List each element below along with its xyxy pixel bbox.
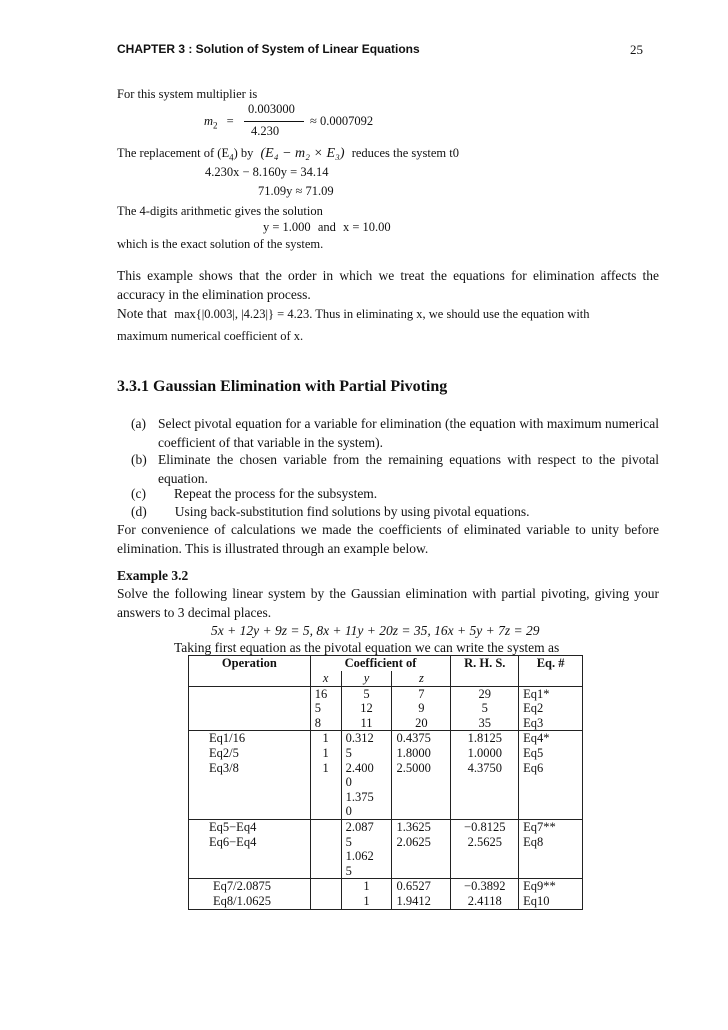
example-text: Solve the following linear system by the Gaussian elimination with partial pivoting, giving your answers to 3 decimal places. [117,586,659,620]
fraction-numerator: 0.003000 [248,102,295,116]
cell: 2.5000 [396,760,431,775]
table-block-3 [189,819,583,878]
header-coefficient: Coefficient of [310,656,451,672]
var-y: y [341,671,392,686]
cell: 20 [415,715,428,730]
system-line-1: 4.230x − 8.160y = 34.14 [205,165,329,179]
step-b: (b) Eliminate the chosen variable from the remaining equations with respect to the pivotal equation. [131,452,659,486]
cell: −0.3892 [464,879,506,894]
cell: −0.8125 [464,819,506,834]
approx-value: ≈ 0.0007092 [310,114,374,128]
page-number: 25 [630,42,643,57]
step-a: (a) Select pivotal equation for a variable for elimination (the equation with maximum numerical coefficient of that variable in the system). [131,416,659,450]
cell: 0 [345,804,352,819]
cell: 5 [345,834,352,849]
exact-text: which is the exact solution of the system. [117,237,324,251]
cell: Eq3 [523,715,544,730]
cell: 1.062 [345,849,374,864]
cell: 0.312 [345,731,374,746]
cell: 5 [314,701,321,716]
table-block-4 [189,879,583,909]
taking-text: Taking first equation as the pivotal equation we can write the system as [174,640,560,655]
section-title: 3.3.1 Gaussian Elimination with Partial Pivoting [117,378,448,395]
cell: 5 [345,863,352,878]
cell: 1 [363,879,370,894]
header-operation: Operation [189,656,311,672]
cell: 1.9412 [396,893,431,908]
cell: Eq5 [523,745,544,760]
cell: 0 [345,775,352,790]
table-block-2 [189,731,583,820]
cell: 35 [478,715,491,730]
fraction-denominator: 4.230 [251,124,280,138]
arith-text: The 4-digits arithmetic gives the solution [117,204,323,218]
cell: Eq10 [523,893,550,908]
fraction-bar [244,121,304,122]
cell: 2.0625 [396,834,431,849]
cell: 2.4118 [467,893,502,908]
m2-symbol: $m_2$ = [204,114,234,131]
cell: 11 [360,715,373,730]
example-title: Example 3.2 [117,568,189,583]
elimination-table [188,655,583,910]
cell: 1.8125 [467,731,502,746]
var-z: z [392,671,451,686]
note-line: Note that max{|0.003|, |4.23|} = 4.23. Thus in eliminating x, we should use the equation with [117,306,590,321]
cell: Eq7** [523,819,556,834]
cell: 1.375 [345,789,374,804]
cell: 5 [481,701,488,716]
cell: Eq3/8 [209,760,239,775]
cell: Eq1/16 [209,731,246,746]
cell: 2.400 [345,760,374,775]
replacement-text: The replacement of $(E_4)$ by (E₄ − m₂ × E₃) reduces the system t0 [117,146,459,163]
cell: 8 [314,715,321,730]
cell: 1.3625 [396,819,431,834]
chapter-header: CHAPTER 3 : Solution of System of Linear Equations [117,42,420,56]
cell: Eq9** [523,879,556,894]
cell: Eq4* [523,731,550,746]
header-rhs: R. H. S. [451,656,519,672]
cell: 2.087 [345,819,374,834]
cell: 1 [322,745,329,760]
cell: Eq1* [523,686,550,701]
step-c: (c) Repeat the process for the subsystem. [131,486,378,501]
cell: 7 [418,686,425,701]
cell: 1 [322,731,329,746]
observation-paragraph: This example shows that the order in which we treat the equations for elimination affects the accuracy in the elimination process. [117,268,659,302]
cell: 1.0000 [467,745,502,760]
cell: 1 [322,760,329,775]
cell: 1.8000 [396,745,431,760]
cell: 29 [478,686,491,701]
step-d: (d) Using back-substitution find solutions by using pivotal equations. [131,504,530,519]
convenience-paragraph: For convenience of calculations we made the coefficients of eliminated variable to unity before elimination. This is illustrated through an example below. [117,522,659,556]
cell: 0.6527 [396,879,431,894]
cell: Eq8 [523,834,544,849]
cell: Eq8/1.0625 [213,893,271,908]
cell: 12 [360,701,373,716]
cell: Eq2/5 [209,745,239,760]
note-line-2: maximum numerical coefficient of x. [117,329,304,343]
cell: 0.4375 [396,731,431,746]
multiplier-text: For this system multiplier is [117,87,258,101]
cell: 4.3750 [467,760,502,775]
cell: 16 [314,686,328,701]
header-eq: Eq. # [519,656,583,672]
cell: Eq7/2.0875 [213,879,271,894]
example-system: 5x + 12y + 9z = 5, 8x + 11y + 20z = 35, 16x + 5y + 7z = 29 [211,623,540,638]
table-block-1 [189,686,583,731]
cell: 5 [363,686,370,701]
cell: 2.5625 [467,834,502,849]
cell: Eq6−Eq4 [209,834,257,849]
solution-line: y = 1.000 and x = 10.00 [263,220,391,234]
cell: 1 [363,893,370,908]
cell: Eq5−Eq4 [209,819,257,834]
cell: Eq2 [523,701,544,716]
system-line-2: 71.09y ≈ 71.09 [258,184,334,198]
cell: 5 [345,745,352,760]
var-x: x [310,671,341,686]
cell: Eq6 [523,760,544,775]
cell: 9 [418,701,425,716]
